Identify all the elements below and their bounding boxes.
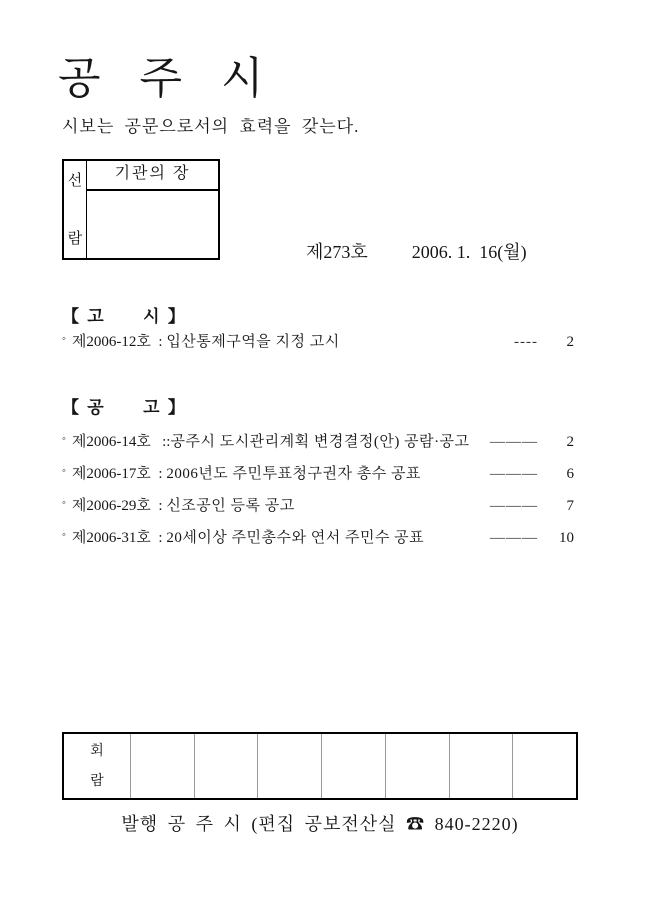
agency-head-header: 기관의 장: [87, 161, 218, 191]
item-number: 제2006-31호: [71, 530, 151, 546]
issue-number: 제273호: [306, 242, 368, 262]
toc-item-2006-17: [62, 462, 574, 483]
circulation-empty-cell: [131, 734, 195, 798]
item-leader-dashes: ———: [490, 434, 538, 450]
approval-side-label-bottom: 람: [67, 231, 83, 247]
item-separator: :: [150, 530, 167, 546]
item-bullet-icon: ◦: [62, 497, 66, 509]
item-page-number: 6: [566, 466, 574, 482]
item-bullet-icon: ◦: [62, 465, 66, 477]
item-page-number: 2: [566, 434, 574, 450]
item-number: 제2006-29호: [71, 498, 151, 514]
item-bullet-icon: ◦: [62, 529, 66, 541]
item-title: 입산통제구역을 지정 고시: [166, 334, 340, 350]
item-leader-dashes: ———: [490, 530, 538, 546]
item-title: 2006년도 주민투표청구권자 총수 공표: [166, 466, 421, 482]
item-leader-dashes: ———: [490, 466, 538, 482]
circulation-empty-cell: [195, 734, 259, 798]
circulation-empty-cell: [322, 734, 386, 798]
item-bullet-icon: ◦: [62, 433, 66, 445]
circulation-label-bottom: 람: [90, 774, 104, 789]
gazette-effect-statement: 시보는 공문으로서의 효력을 갖는다.: [62, 117, 360, 136]
signature-blank-area: [87, 191, 218, 258]
item-separator: ::: [150, 434, 171, 450]
item-page-number: 2: [566, 334, 574, 350]
item-title: 신조공인 등록 공고: [166, 498, 295, 514]
item-title: 공주시 도시관리계획 변경결정(안) 공람·공고: [170, 434, 470, 450]
circulation-table: [62, 732, 578, 800]
circulation-empty-cell: [513, 734, 576, 798]
publisher-footer: 발행 공 주 시 (편집 공보전산실 ☎ 840-2220): [121, 814, 519, 834]
circulation-empty-cell: [258, 734, 322, 798]
circulation-label-top: 회: [90, 744, 104, 759]
item-title: 20세이상 주민총수와 연서 주민수 공표: [166, 530, 425, 546]
toc-item-2006-14: [62, 430, 574, 451]
toc-item-2006-12: [62, 330, 574, 351]
toc-item-2006-31: [62, 526, 574, 547]
issue-line: [306, 238, 578, 264]
toc-item-2006-29: [62, 494, 574, 515]
item-separator: :: [150, 498, 167, 514]
item-leader-dashes: ———: [490, 498, 538, 514]
item-bullet-icon: ◦: [62, 333, 66, 345]
item-number: 제2006-17호: [71, 466, 151, 482]
item-leader-dashes: ----: [514, 334, 538, 350]
circulation-empty-cell: [386, 734, 450, 798]
item-page-number: 10: [559, 530, 574, 546]
section-heading-gonggo: 【 공 고 】: [62, 398, 187, 417]
approval-main-column: [87, 161, 218, 258]
city-title: 공 주 시: [58, 54, 278, 103]
item-number: 제2006-12호: [71, 334, 151, 350]
issue-date: 2006. 1. 16(월): [411, 242, 527, 262]
item-page-number: 7: [566, 498, 574, 514]
circulation-label-cell: [64, 734, 131, 798]
item-separator: :: [150, 466, 167, 482]
item-separator: :: [150, 334, 167, 350]
item-number: 제2006-14호: [71, 434, 151, 450]
approval-box: [62, 159, 220, 260]
approval-side-label-top: 선: [67, 173, 83, 189]
circulation-empty-cell: [450, 734, 514, 798]
section-heading-gosi: 【 고 시 】: [62, 307, 187, 326]
approval-side-column: [64, 161, 87, 258]
